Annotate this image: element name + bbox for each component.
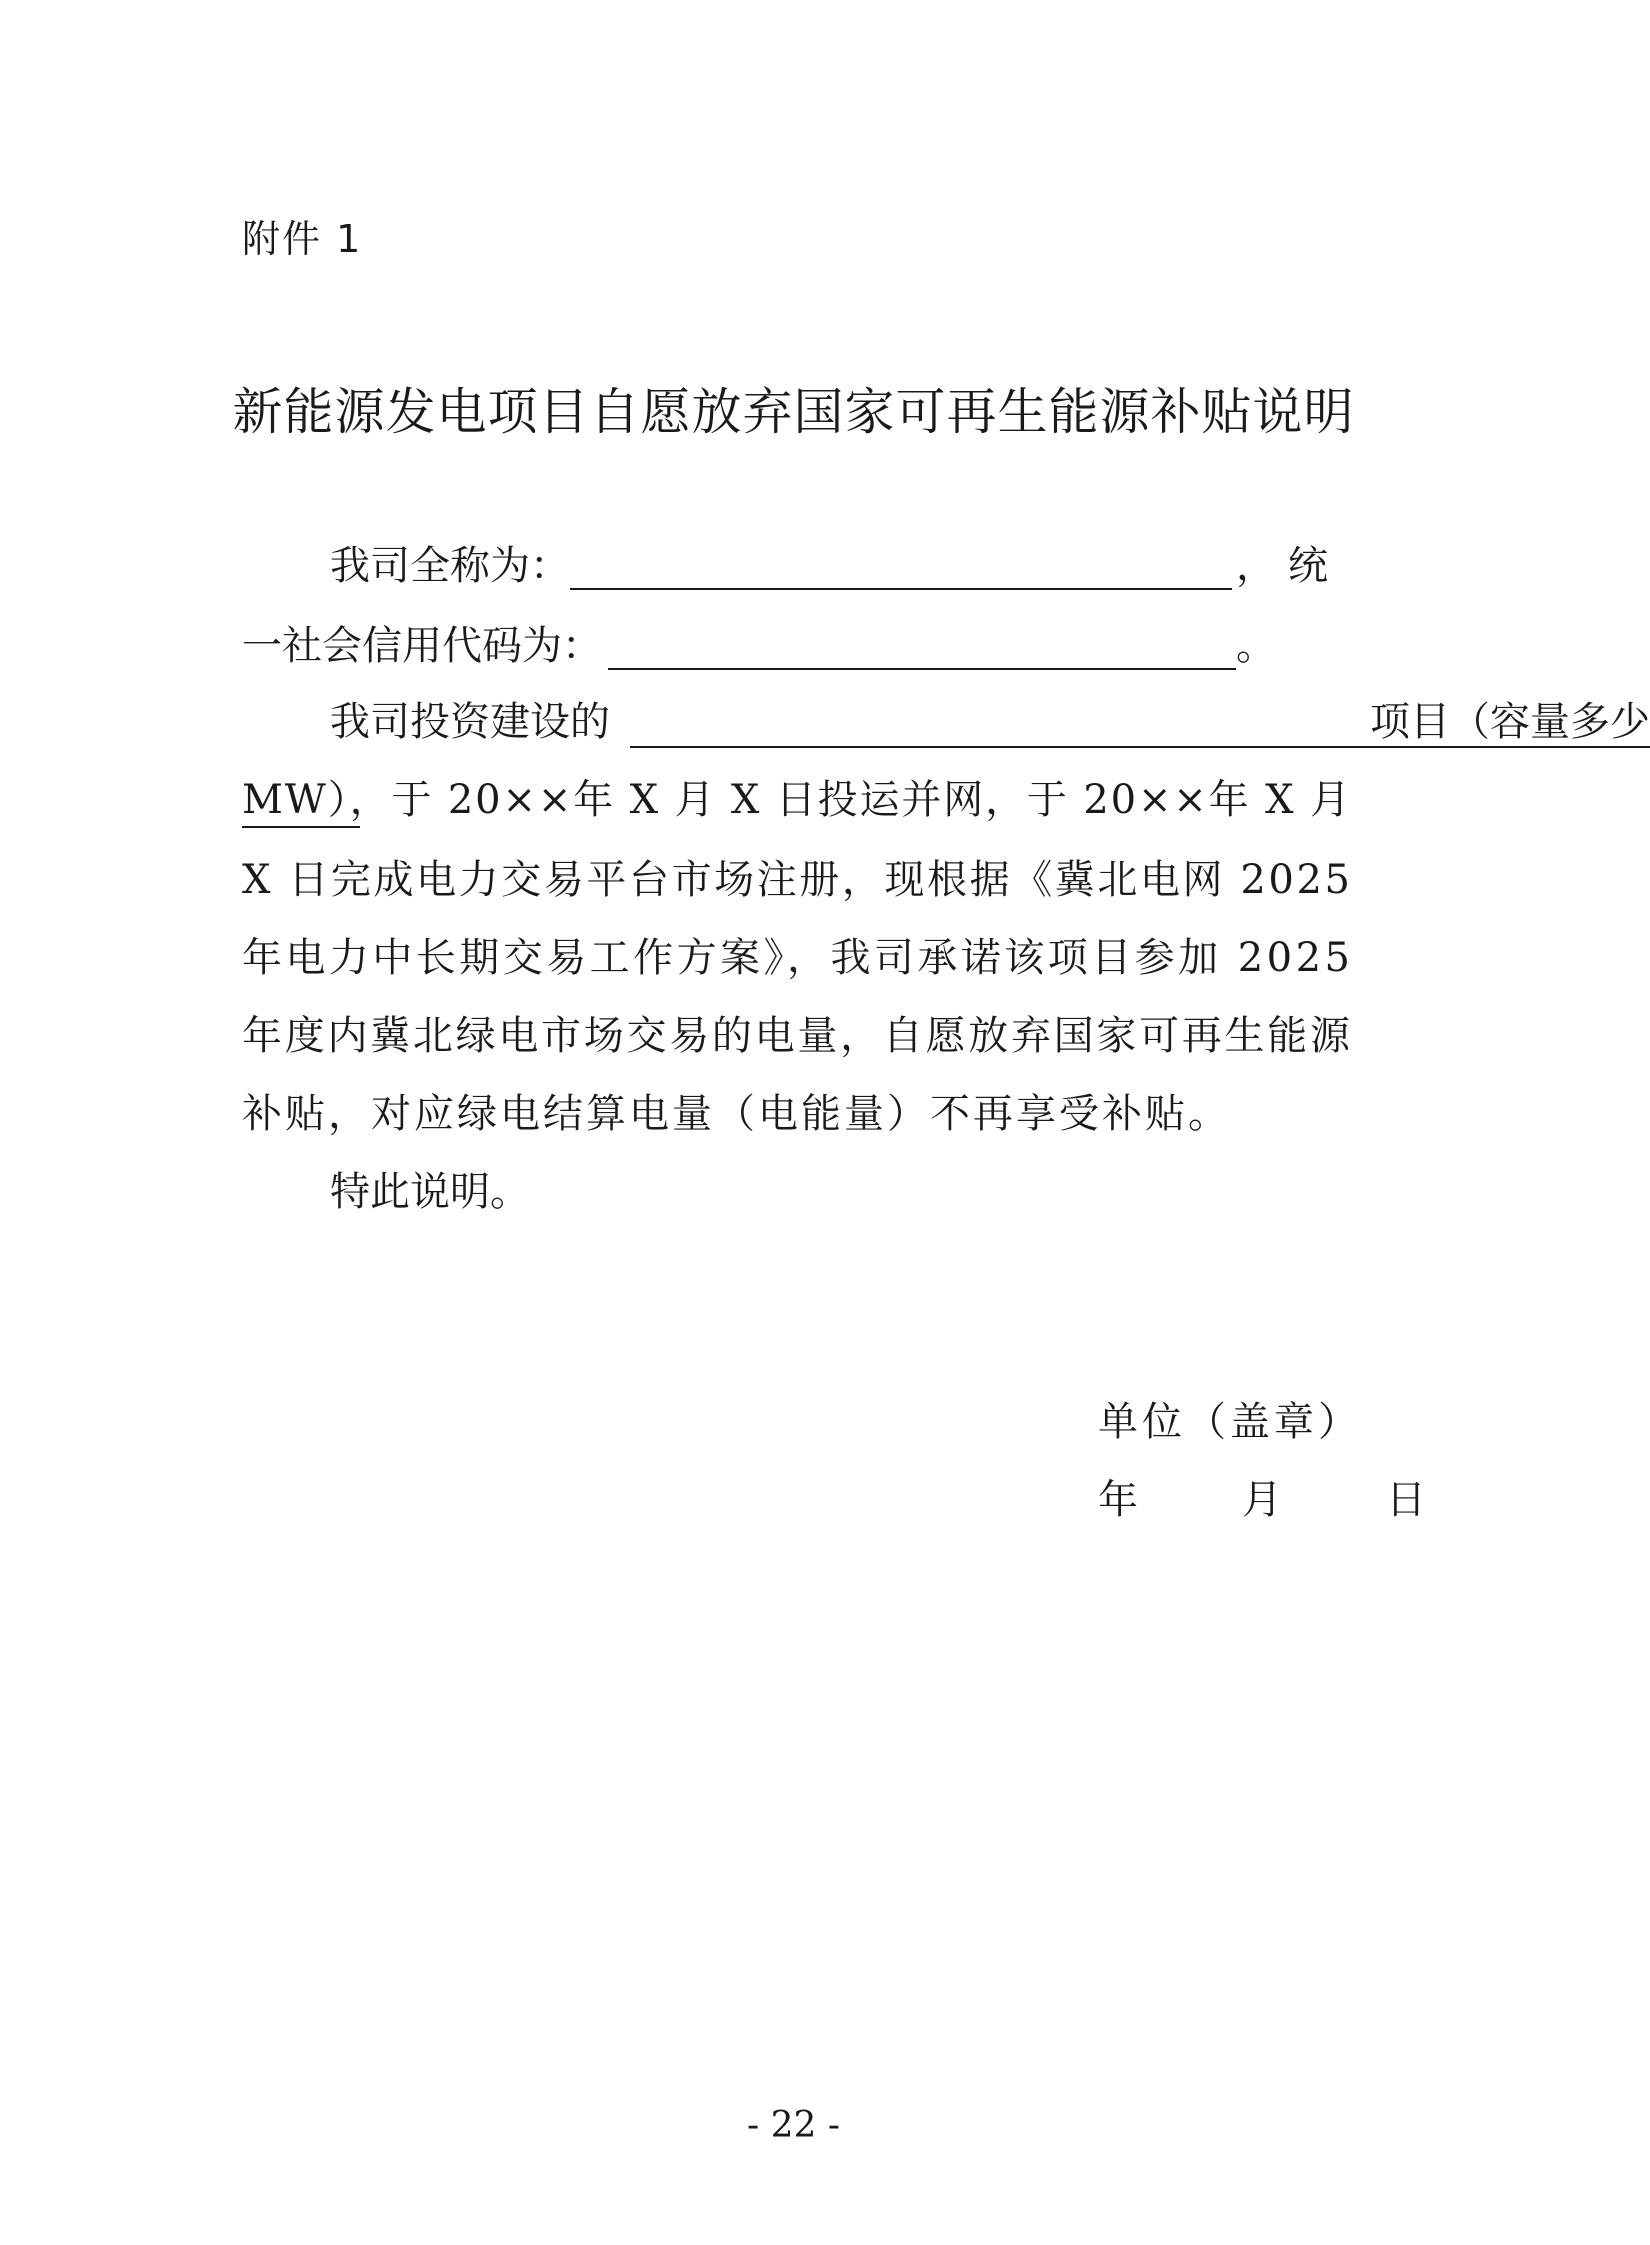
body-line-5 [242, 1086, 1231, 1142]
company-name-suffix: ，统 [1236, 543, 1340, 589]
body-line-1 [242, 772, 1350, 828]
body-line-5-text: 补贴，对应绿电结算电量（电能量）不再享受补贴。 [242, 1091, 1231, 1137]
body-line-4-text: 年度内冀北绿电市场交易的电量，自愿放弃国家可再生能源 [242, 1013, 1353, 1059]
signature-unit: 单位（盖章） [1098, 1399, 1362, 1445]
body-line-4 [242, 1008, 1353, 1064]
project-name-blank[interactable] [630, 694, 1650, 748]
attachment-label: 附件 1 [242, 217, 363, 261]
company-name-blank[interactable] [570, 538, 1232, 590]
body-line-3 [242, 930, 1354, 986]
project-suffix: 项目（容量多少 [1370, 699, 1650, 745]
credit-code-suffix: 。 [1236, 623, 1276, 669]
company-name-line [330, 538, 1340, 594]
body-line-1-text: MW），于 20××年 X 月 X 日投运并网，于 20××年 X 月 [242, 777, 1352, 823]
closing-text: 特此说明。 [330, 1169, 530, 1215]
page-number: - 22 - [746, 2105, 841, 2146]
credit-code-blank[interactable] [608, 618, 1236, 670]
company-name-label: 我司全称为： [330, 543, 570, 589]
signature-date: 年 月 日 [1098, 1477, 1434, 1523]
document-title: 新能源发电项目自愿放弃国家可再生能源补贴说明 [232, 383, 1355, 441]
body-line-2 [242, 852, 1353, 908]
body-line-3-text: 年电力中长期交易工作方案》，我司承诺该项目参加 2025 [242, 935, 1354, 981]
body-line-2-text: X 日完成电力交易平台市场注册，现根据《冀北电网 2025 [242, 857, 1353, 903]
credit-code-label: 一社会信用代码为： [242, 623, 602, 669]
closing-line [330, 1164, 530, 1220]
project-prefix: 我司投资建设的 [330, 699, 610, 745]
credit-code-line [242, 618, 1276, 674]
project-line [330, 694, 1650, 750]
mw-underline [242, 826, 360, 828]
